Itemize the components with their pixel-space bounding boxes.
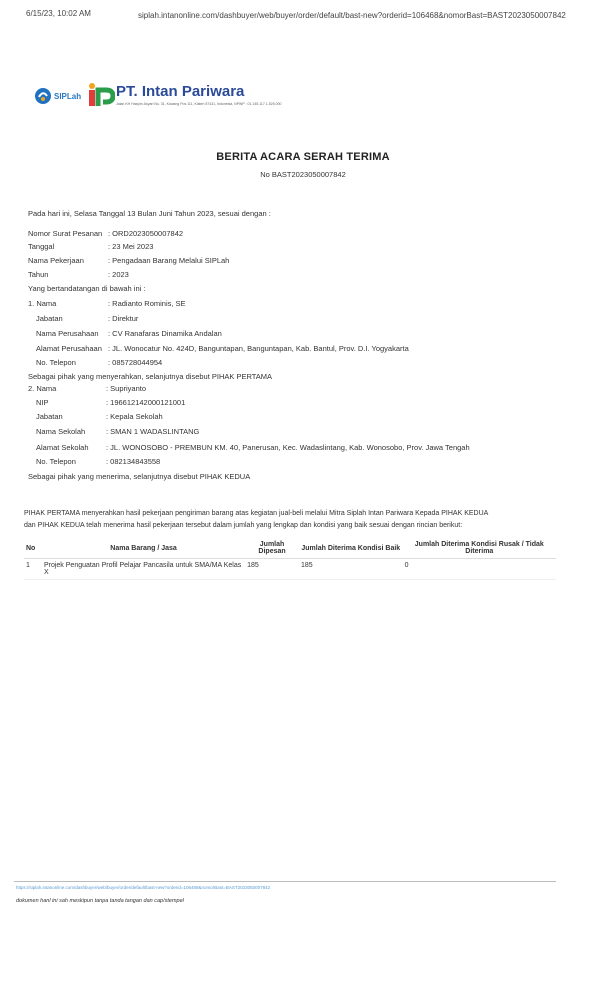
table-header-row	[24, 538, 556, 559]
party1-company-label: Nama Perusahaan	[36, 329, 99, 338]
party2-address-label: Alamat Sekolah	[36, 443, 89, 452]
items-table	[24, 538, 556, 580]
row-received-damaged: 0	[403, 559, 556, 580]
party1-phone-value: : 085728044954	[108, 358, 163, 367]
year-label: Tahun	[28, 270, 49, 279]
party1-name-value: : Radianto Rominis, SE	[108, 299, 186, 308]
siplah-logo	[34, 87, 84, 105]
row-item: Projek Penguatan Profil Pelajar Pancasila untuk SMA/MA Kelas X	[42, 559, 245, 580]
job-name-value: : Pengadaan Barang Melalui SIPLah	[108, 256, 230, 265]
footer-note: dokumen hanl ini sah meskipun tanpa tanda tangan dan cap/stempel	[16, 898, 184, 904]
ip-logo-icon	[87, 82, 115, 108]
year-value: : 2023	[108, 270, 129, 279]
party1-address-label: Alamat Perusahaan	[36, 344, 102, 353]
order-number-label: Nomor Surat Pesanan	[28, 229, 103, 238]
party2-nip-value: : 196612142000121001	[106, 398, 186, 407]
table-row	[24, 559, 556, 580]
job-name-label: Nama Pekerjaan	[28, 256, 84, 265]
party2-note: Sebagai pihak yang menerima, selanjutnya disebut PIHAK KEDUA	[28, 472, 251, 481]
document-number: No BAST2023050007842	[260, 170, 346, 179]
siplah-logo-text: SIPLah	[54, 92, 82, 101]
intro-text: Pada hari ini, Selasa Tanggal 13 Bulan Juni Tahun 2023, sesuai dengan :	[28, 209, 271, 218]
party2-school-value: : SMAN 1 WADASLINTANG	[106, 427, 200, 436]
col-item-header: Nama Barang / Jasa	[42, 538, 245, 559]
order-number-value: : ORD2023050007842	[108, 229, 184, 238]
col-ordered-header: Jumlah Dipesan	[245, 538, 299, 559]
handover-text-1: PIHAK PERTAMA menyerahkan hasil pekerjaan pengiriman barang atas kegiatan jual-beli melalui Mitra Siplah Intan Pariwara Kepada PIHAK KEDUA	[24, 510, 489, 517]
col-no-header: No	[24, 538, 42, 559]
row-ordered: 185	[245, 559, 299, 580]
print-url: siplah.intanonline.com/dashbuyer/web/buyer/order/default/bast-new?orderid=106468&nomorBast=BAST2023050007842	[138, 11, 566, 20]
party2-name-value: : Supriyanto	[106, 384, 147, 393]
document-title: BERITA ACARA SERAH TERIMA	[216, 151, 390, 163]
party1-company-value: : CV Ranafaras Dinamika Andalan	[108, 329, 222, 338]
row-no: 1	[24, 559, 42, 580]
col-received-damaged-header: Jumlah Diterima Kondisi Rusak / Tidak Diterima	[403, 538, 556, 559]
signatory-intro: Yang bertandatangan di bawah ini :	[28, 284, 146, 293]
party1-address-value: : JL. Wonocatur No. 424D, Banguntapan, Banguntapan, Kab. Bantul, Prov. D.I. Yogyakarta	[108, 344, 409, 353]
handover-text-2: dan PIHAK KEDUA telah menerima hasil pekerjaan tersebut dalam jumlah yang lengkap dan kondisi yang baik sesuai dengan rincian berikut:	[24, 522, 463, 529]
col-received-good-header: Jumlah Diterima Kondisi Baik	[299, 538, 403, 559]
footer-divider	[14, 881, 556, 882]
party1-note: Sebagai pihak yang menyerahkan, selanjutnya disebut PIHAK PERTAMA	[28, 372, 273, 381]
party1-position-label: Jabatan	[36, 314, 63, 323]
company-address: Jalan KH Hasyim Asyari No. 31, Kowang Pos 111, Klaten 57431, Indonesia, NPWP : 01.145.117.1-525.000	[116, 102, 282, 106]
party2-name-label: 2. Nama	[28, 384, 57, 393]
footer-url-link[interactable]: https://siplah.intanonline.com/dashbuyer/web/buyer/order/default/bast-new?orderid=106468&nomorBast=BAST2023050007842	[16, 885, 271, 890]
print-datetime: 6/15/23, 10:02 AM	[26, 9, 91, 18]
company-name: PT. Intan Pariwara	[116, 83, 245, 100]
order-date-label: Tanggal	[28, 242, 55, 251]
row-received-good: 185	[299, 559, 403, 580]
ip-logo-text	[87, 82, 88, 83]
party1-phone-label: No. Telepon	[36, 358, 76, 367]
party2-position-value: : Kepala Sekolah	[106, 412, 163, 421]
order-date-value: : 23 Mei 2023	[108, 242, 154, 251]
party2-school-label: Nama Sekolah	[36, 427, 86, 436]
party2-phone-value: : 082134843558	[106, 457, 161, 466]
party2-nip-label: NIP	[36, 398, 49, 407]
party2-address-value: : JL. WONOSOBO - PREMBUN KM. 40, Panerusan, Kec. Wadaslintang, Kab. Wonosobo, Prov. Jawa Tengah	[106, 443, 470, 452]
party1-position-value: : Direktur	[108, 314, 139, 323]
intan-pariwara-logo	[87, 82, 115, 108]
siplah-icon	[34, 87, 54, 105]
party2-phone-label: No. Telepon	[36, 457, 76, 466]
party2-position-label: Jabatan	[36, 412, 63, 421]
party1-name-label: 1. Nama	[28, 299, 57, 308]
